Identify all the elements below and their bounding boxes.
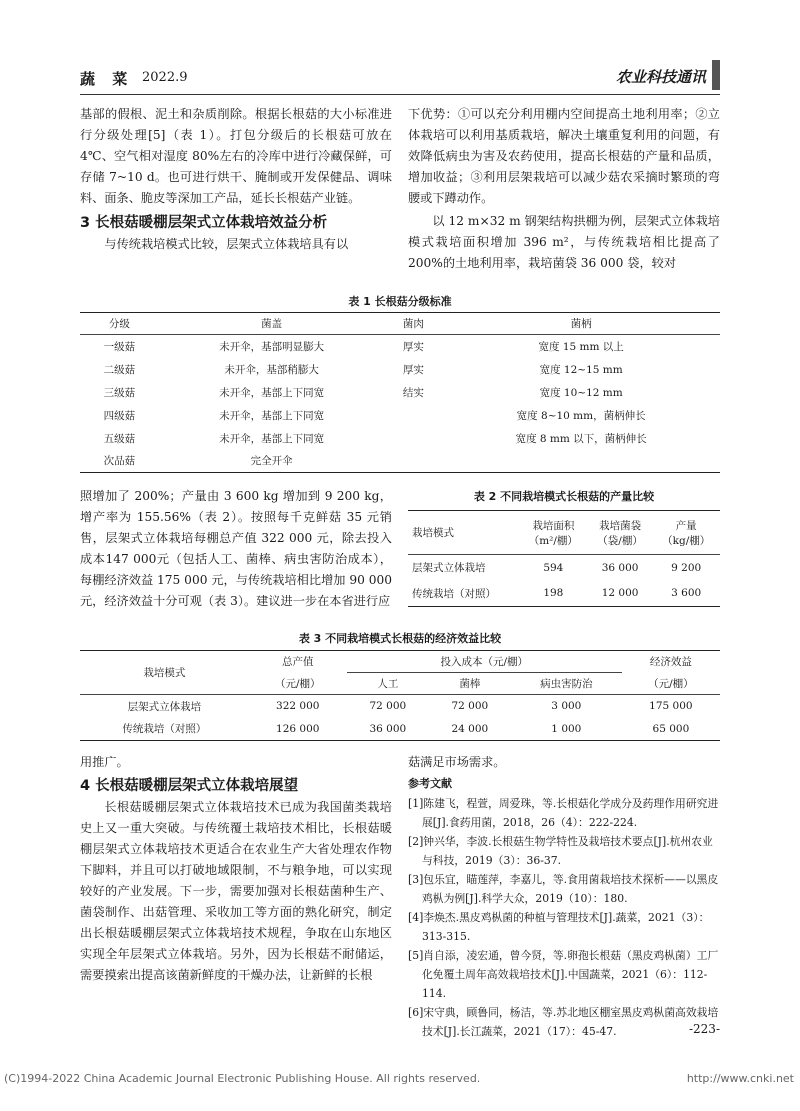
table-row <box>408 581 720 607</box>
table-row <box>80 427 720 450</box>
paragraph: 与传统栽培模式比较，层架式立体栽培具有以 <box>104 237 349 251</box>
table-cell: 3 600 <box>671 587 702 600</box>
table-cell: 传统栽培（对照） <box>412 587 496 600</box>
table-header: 菌盖 <box>261 318 283 330</box>
left-column-bottom <box>80 752 392 986</box>
table-cell: 结实 <box>402 386 424 399</box>
table-cell: 1 000 <box>551 722 582 735</box>
brand-logo: 农业科技通讯 <box>615 68 706 86</box>
header-text: 栽培菌袋 <box>599 519 642 532</box>
table1 <box>80 312 720 473</box>
header-text: 产量 <box>675 519 697 532</box>
table-cell: 9 200 <box>671 561 702 574</box>
reference-item: [1]陈建飞，程萱，周爱珠，等.长根菇化学成分及药理作用研究进展[J].食药用菌，2018，26（4）：222-224. <box>408 797 719 829</box>
table-header: 人工 <box>377 678 399 690</box>
table2 <box>408 510 720 607</box>
table-cell <box>384 404 442 427</box>
table-header <box>519 511 588 555</box>
table-header <box>588 511 653 555</box>
table-row <box>80 381 720 404</box>
table-header: 经济效益 <box>649 656 692 669</box>
table-cell: 三级菇 <box>103 386 136 399</box>
table-header: 总产值 <box>281 656 314 669</box>
reference-item: [6]宋守典，顾鲁同，杨洁，等.苏北地区棚室黑皮鸡枞菌高效栽培技术[J].长江蔬菜，2021（17）：45-47. <box>408 1006 719 1038</box>
paragraph: 菇满足市场需求。 <box>408 755 506 769</box>
table-cell: 322 000 <box>276 700 320 713</box>
table-row <box>80 695 720 718</box>
table-header <box>652 511 720 555</box>
table-cell: 宽度 12~15 mm <box>539 363 623 376</box>
table-cell: 594 <box>543 561 564 574</box>
table-header: 菌棒 <box>459 678 481 690</box>
table-row <box>80 404 720 427</box>
table-header-unit: （元/棚） <box>648 677 694 690</box>
section-3-title: 3 长根菇暖棚层架式立体栽培效益分析 <box>80 215 328 231</box>
table-cell: 厚实 <box>402 363 424 376</box>
issue-label: 2022.9 <box>142 70 188 85</box>
table-cell: 宽度 8~10 mm，菌柄伸长 <box>516 409 646 422</box>
paragraph: 照增加了 200%；产量由 3 600 kg 增加到 9 200 kg，增产率为 155.56%（表 2）。按照每千克鲜菇 35 元销售，层架式立体栽培每棚总产值 322 000 元，除去投入成本147 000元（包括人工、菌棒、病虫害防治成本），每棚经济效益 175 000 元，与传统栽培相比增加 90 000 元，经济效益十分可观（表 3）。建议进一步在本省进行应 <box>80 489 392 608</box>
table-cell: 五级菇 <box>103 432 136 445</box>
table-row <box>408 555 720 581</box>
reference-item: [4]李焕杰.黑皮鸡枞菌的种植与管理技术[J].蔬菜，2021（3）：313-315. <box>408 911 710 943</box>
table1-caption: 表 1 长根菇分级标准 <box>348 295 452 308</box>
references-list <box>408 794 720 1041</box>
table-cell: 二级菇 <box>103 363 136 376</box>
table-header-row <box>80 651 720 673</box>
table-header <box>408 511 519 555</box>
table-row <box>80 358 720 381</box>
header-text: 栽培模式 <box>412 527 454 539</box>
table-cell: 传统栽培（对照） <box>122 723 207 736</box>
section-4-title: 4 长根菇暖棚层架式立体栽培展望 <box>80 778 299 794</box>
table-cell: 未开伞，基部明显膨大 <box>219 340 325 353</box>
table-cell: 3 000 <box>551 700 582 713</box>
journal-name: 蔬 菜 <box>80 70 134 88</box>
header-unit: （m²/棚） <box>528 534 578 547</box>
table-cell: 24 000 <box>451 722 489 735</box>
right-column-bottom <box>408 752 720 1041</box>
reference-item: [5]肖自添，凌宏通，曾今贤，等.卵孢长根菇（黑皮鸡枞菌）工厂化免覆土周年高效栽培技术[J].中国蔬菜，2021（6）：112-114. <box>408 949 719 1000</box>
table-cell <box>384 427 442 450</box>
cnki-url: http://www.cnki.net <box>686 1072 794 1085</box>
table-cell: 65 000 <box>652 722 690 735</box>
paragraph: 长根菇暖棚层架式立体栽培技术已成为我国菌类栽培史上又一重大突破。与传统覆土栽培技术相比，长根菇暖棚层架式立体栽培技术更适合在农业生产大省处理农作物下脚料，并且可以打破地域限制，不与粮争地，可以实现较好的产业发展。下一步，需要加强对长根菇菌种生产、菌袋制作、出菇管理、采收加工等方面的熟化研究，制定出长根菇暖棚层架式立体栽培技术规程，争取在山东地区实现全年层架式立体栽培。另外，因为长根菇不耐储运，需要摸索出提高该菌新鲜度的干燥办法，让新鲜的长根 <box>80 800 392 982</box>
table-header: 分级 <box>108 318 130 330</box>
right-column-top <box>408 104 720 274</box>
reference-item: [3]包乐宜，瞄莲萍，李嘉儿，等.食用菌栽培技术探析——以黑皮鸡枞为例[J].科学大众，2019（10）：180. <box>408 873 719 905</box>
table-row <box>80 335 720 358</box>
left-column-middle <box>80 486 392 612</box>
table-cell: 次品菇 <box>103 455 136 468</box>
table-header: 栽培模式 <box>80 651 249 695</box>
references-title: 参考文献 <box>408 777 452 790</box>
table3-caption: 表 3 不同栽培模式长根菇的经济效益比较 <box>298 632 502 645</box>
table-cell: 厚实 <box>402 340 424 353</box>
table-header-row <box>408 511 720 555</box>
paragraph: 用推广。 <box>80 755 129 769</box>
table-cell: 一级菇 <box>103 340 136 353</box>
table-cell: 36 000 <box>369 722 407 735</box>
table-header: 病虫害防治 <box>540 678 593 690</box>
table-row <box>80 450 720 473</box>
table-header: 菌肉 <box>402 318 424 330</box>
brand-bar <box>712 60 720 90</box>
table-cell: 宽度 8 mm 以下，菌柄伸长 <box>515 432 647 445</box>
table-header-row <box>80 313 720 335</box>
table-cell: 层架式立体栽培 <box>127 700 202 713</box>
page-number: -223- <box>688 1022 720 1036</box>
table-cell: 36 000 <box>601 561 639 574</box>
page-header <box>80 60 720 94</box>
table-cell: 126 000 <box>276 722 320 735</box>
paragraph: 以 12 m×32 m 钢架结构拱棚为例，层架式立体栽培模式栽培面积增加 396 m²，与传统栽培相比提高了 200%的土地利用率，栽培菌袋 36 000 袋，较对 <box>408 214 720 270</box>
table2-caption: 表 2 不同栽培模式长根菇的产量比较 <box>473 490 655 503</box>
table-cell: 175 000 <box>649 700 693 713</box>
header-rule <box>80 94 720 95</box>
table-cell: 72 000 <box>369 700 407 713</box>
reference-item: [2]钟兴华，李波.长根菇生物学特性及栽培技术要点[J].杭州农业与科技，2019（3）：36-37. <box>408 835 713 867</box>
copyright-footer: (C)1994-2022 China Academic Journal Electronic Publishing House. All rights reserved. <box>4 1072 481 1085</box>
header-text: 栽培面积 <box>532 519 575 532</box>
table-row <box>80 718 720 741</box>
table-header: 投入成本（元/棚） <box>347 651 622 673</box>
left-column-top <box>80 104 392 255</box>
table-cell: 未开伞，基部稍膨大 <box>224 363 319 376</box>
table-cell <box>442 450 720 473</box>
table-cell: 宽度 15 mm 以上 <box>538 340 624 353</box>
table3 <box>80 650 720 741</box>
table-cell: 72 000 <box>451 700 489 713</box>
table-cell: 未开伞，基部上下同宽 <box>219 409 325 422</box>
table-cell <box>384 450 442 473</box>
table-cell: 四级菇 <box>103 409 136 422</box>
paragraph: 下优势：①可以充分利用棚内空间提高土地利用率；②立体栽培可以利用基质栽培，解决土壤重复利用的问题，有效降低病虫为害及农药使用，提高长根菇的产量和品质，增加收益；③利用层架栽培可以减少菇农采摘时繁琐的弯腰或下蹲动作。 <box>408 107 720 205</box>
paragraph: 基部的假根、泥土和杂质削除。根据长根菇的大小标准进行分级处理[5]（表 1）。打包分级后的长根菇可放在 4℃、空气相对湿度 80%左右的冷库中进行冷藏保鲜，可存储 7~10 d。也可进行烘干、腌制或开发保健品、调味料、面条、脆皮等深加工产品，延长长根菇产业链。 <box>80 107 392 205</box>
table-cell: 未开伞，基部上下同宽 <box>219 432 325 445</box>
table-cell: 宽度 10~12 mm <box>539 386 623 399</box>
table-cell: 完全开伞 <box>250 455 293 468</box>
table-cell: 层架式立体栽培 <box>412 562 486 575</box>
table-cell: 12 000 <box>601 587 639 600</box>
table-header-unit: （元/棚） <box>274 677 321 690</box>
header-unit: （袋/棚） <box>597 534 643 547</box>
table-cell: 198 <box>543 587 564 600</box>
table-header: 菌柄 <box>570 318 592 330</box>
header-unit: （kg/棚） <box>662 534 711 547</box>
table-cell: 未开伞，基部上下同宽 <box>219 386 325 399</box>
